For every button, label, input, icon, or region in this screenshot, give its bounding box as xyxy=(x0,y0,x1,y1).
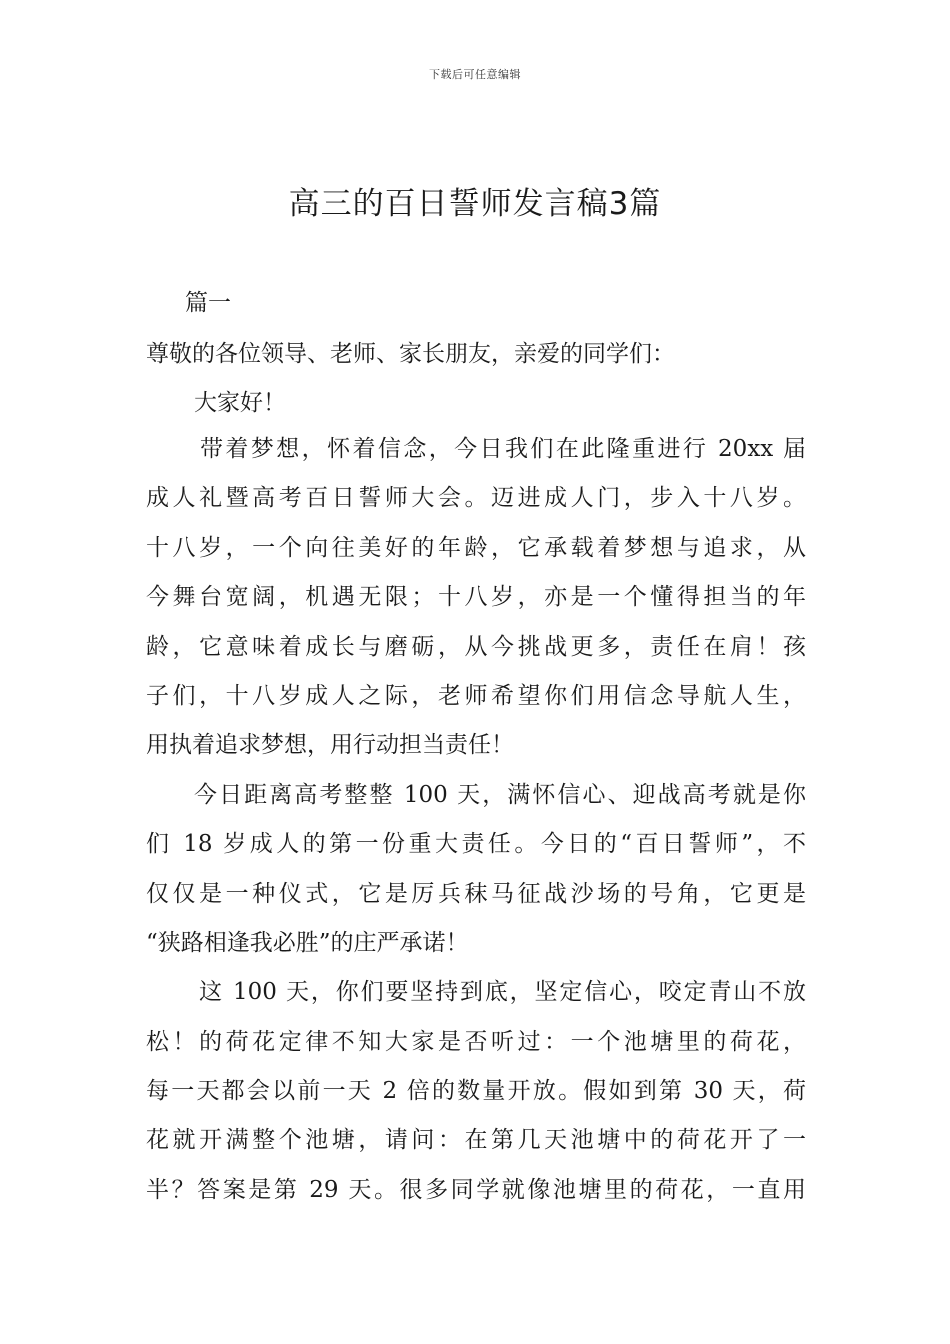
text-line: 今日距离高考整整 100 天，满怀信心、迎战高考就是你 xyxy=(194,781,806,808)
text-line: 今舞台宽阔，机遇无限；十八岁，亦是一个懂得担当的年 xyxy=(146,584,806,611)
text-line: 半？答案是第 29 天。很多同学就像池塘里的荷花，一直用 xyxy=(146,1176,806,1203)
text-line: 花就开满整个池塘，请问：在第几天池塘中的荷花开了一 xyxy=(146,1127,806,1154)
text-line: 仅仅是一种仪式，它是厉兵秣马征战沙场的号角，它更是 xyxy=(146,880,806,907)
text-line: 们 18 岁成人的第一份重大责任。今日的“百日誓师”，不 xyxy=(146,831,806,858)
text-line: “狭路相逢我必胜”的庄严承诺！ xyxy=(146,929,469,956)
salutation: 尊敬的各位领导、老师、家长朋友，亲爱的同学们： xyxy=(146,341,675,367)
text-line: 成人礼暨高考百日誓师大会。迈进成人门，步入十八岁。 xyxy=(146,485,806,512)
text-line: 十八岁，一个向往美好的年龄，它承载着梦想与追求，从 xyxy=(146,534,806,561)
text-line: 这 100 天，你们要坚持到底，坚定信心，咬定青山不放 xyxy=(199,979,806,1006)
body-text xyxy=(146,431,806,1221)
text-line: 子们，十八岁成人之际，老师希望你们用信念导航人生， xyxy=(146,682,806,709)
greeting: 大家好！ xyxy=(194,390,286,416)
text-line: 松！的荷花定律不知大家是否听过：一个池塘里的荷花， xyxy=(146,1028,806,1055)
header-note: 下载后可任意编辑 xyxy=(429,68,521,81)
section-label: 篇一 xyxy=(185,290,231,316)
text-line: 每一天都会以前一天 2 倍的数量开放。假如到第 30 天，荷 xyxy=(146,1078,806,1105)
document-title: 高三的百日誓师发言稿3篇 xyxy=(288,186,662,222)
text-line: 龄，它意味着成长与磨砺，从今挑战更多，责任在肩！孩 xyxy=(146,633,806,660)
text-line: 带着梦想，怀着信念，今日我们在此隆重进行 20xx 届 xyxy=(200,436,806,462)
text-line: 用执着追求梦想，用行动担当责任！ xyxy=(146,732,514,759)
